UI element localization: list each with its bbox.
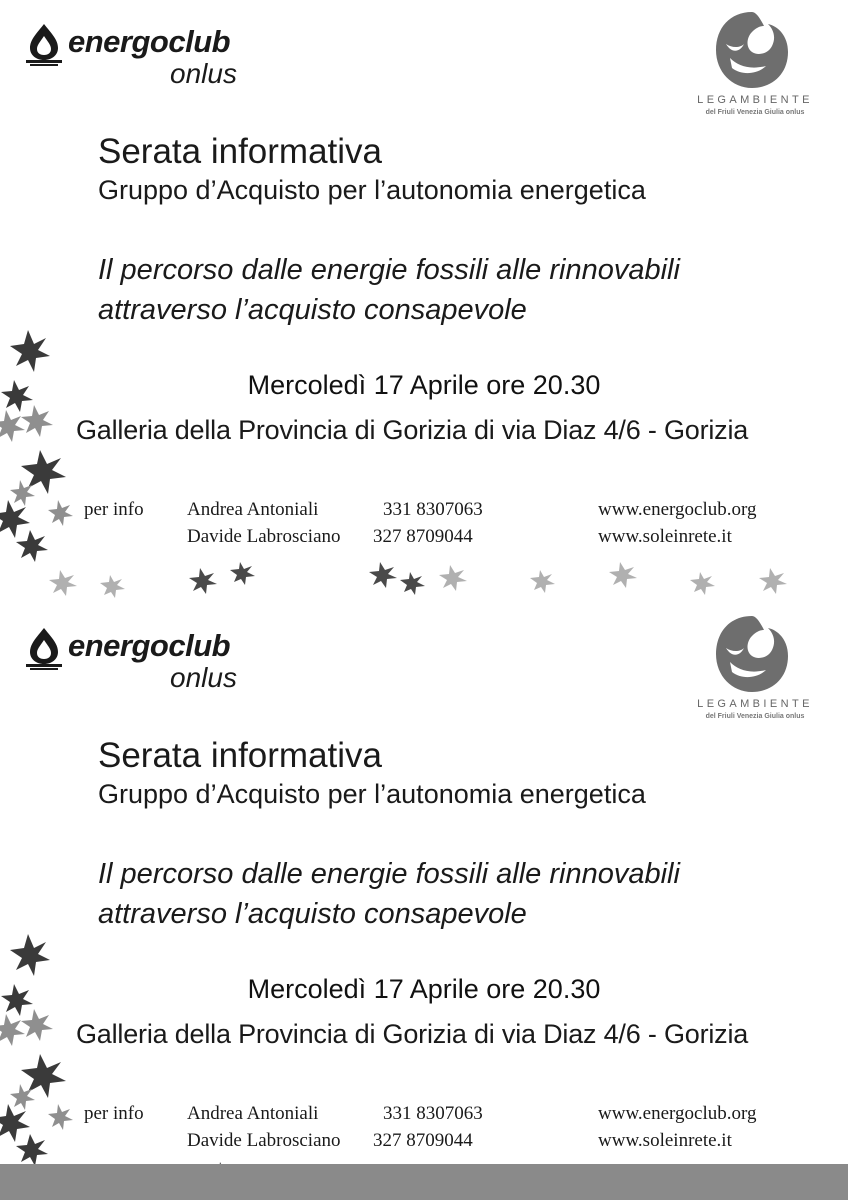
legambiente-swan-icon	[712, 612, 792, 696]
legambiente-logo	[680, 8, 830, 123]
contact-phone: 331 8307063	[383, 1103, 483, 1124]
energoclub-logo-icon	[22, 626, 66, 672]
legambiente-sub: del Friuli Venezia Giulia onlus	[705, 713, 805, 720]
contact-name: Davide Labrosciano	[187, 526, 341, 547]
contact-name: Andrea Antoniali	[187, 1103, 319, 1124]
tagline-line-1: Il percorso dalle energie fossili alle rinnovabili	[98, 254, 680, 286]
legambiente-swan-icon	[712, 8, 792, 92]
event-venue: Galleria della Provincia di Gorizia di via Diaz 4/6 - Gorizia	[76, 1019, 749, 1049]
contact-name: Andrea Antoniali	[187, 499, 319, 520]
brand-name: energoclub	[68, 24, 231, 59]
event-date: Mercoledì 17 Aprile ore 20.30	[247, 974, 601, 1004]
website-link[interactable]: www.soleinrete.it	[598, 526, 732, 547]
event-venue: Galleria della Provincia di Gorizia di via Diaz 4/6 - Gorizia	[76, 415, 749, 445]
energoclub-logo	[20, 18, 260, 88]
leaf-decoration	[0, 904, 848, 1204]
contact-phone: 327 8709044	[373, 1130, 473, 1151]
energoclub-logo	[20, 622, 260, 692]
brand-sub: onlus	[170, 662, 237, 693]
leaf-decoration	[0, 300, 848, 600]
event-title: Serata informativa	[98, 132, 383, 171]
energoclub-logo-icon	[22, 22, 66, 68]
tagline-line-2: attraverso l’acquisto consapevole	[98, 294, 527, 326]
contact-phone: 327 8709044	[373, 526, 473, 547]
brand-name: energoclub	[68, 628, 231, 663]
legambiente-sub: del Friuli Venezia Giulia onlus	[705, 109, 805, 116]
tagline-line-2: attraverso l’acquisto consapevole	[98, 898, 527, 930]
legambiente-name: LEGAMBIENTE	[697, 94, 813, 106]
legambiente-logo	[680, 612, 830, 727]
flyer-bottom	[0, 604, 848, 1204]
flyer-top	[0, 0, 848, 600]
tagline-line-1: Il percorso dalle energie fossili alle rinnovabili	[98, 858, 680, 890]
contact-phone: 331 8307063	[383, 499, 483, 520]
info-label: per info	[84, 499, 144, 520]
legambiente-name: LEGAMBIENTE	[697, 698, 813, 710]
footer-bar	[0, 1164, 848, 1200]
contact-name: Davide Labrosciano	[187, 1130, 341, 1151]
event-date: Mercoledì 17 Aprile ore 20.30	[247, 370, 601, 400]
info-label: per info	[84, 1103, 144, 1124]
website-link[interactable]: www.soleinrete.it	[598, 1130, 732, 1151]
website-link[interactable]: www.energoclub.org	[598, 1103, 757, 1124]
event-subtitle: Gruppo d’Acquisto per l’autonomia energetica	[98, 779, 646, 809]
event-subtitle: Gruppo d’Acquisto per l’autonomia energetica	[98, 175, 646, 205]
website-link[interactable]: www.energoclub.org	[598, 499, 757, 520]
event-title: Serata informativa	[98, 736, 383, 775]
brand-sub: onlus	[170, 58, 237, 89]
